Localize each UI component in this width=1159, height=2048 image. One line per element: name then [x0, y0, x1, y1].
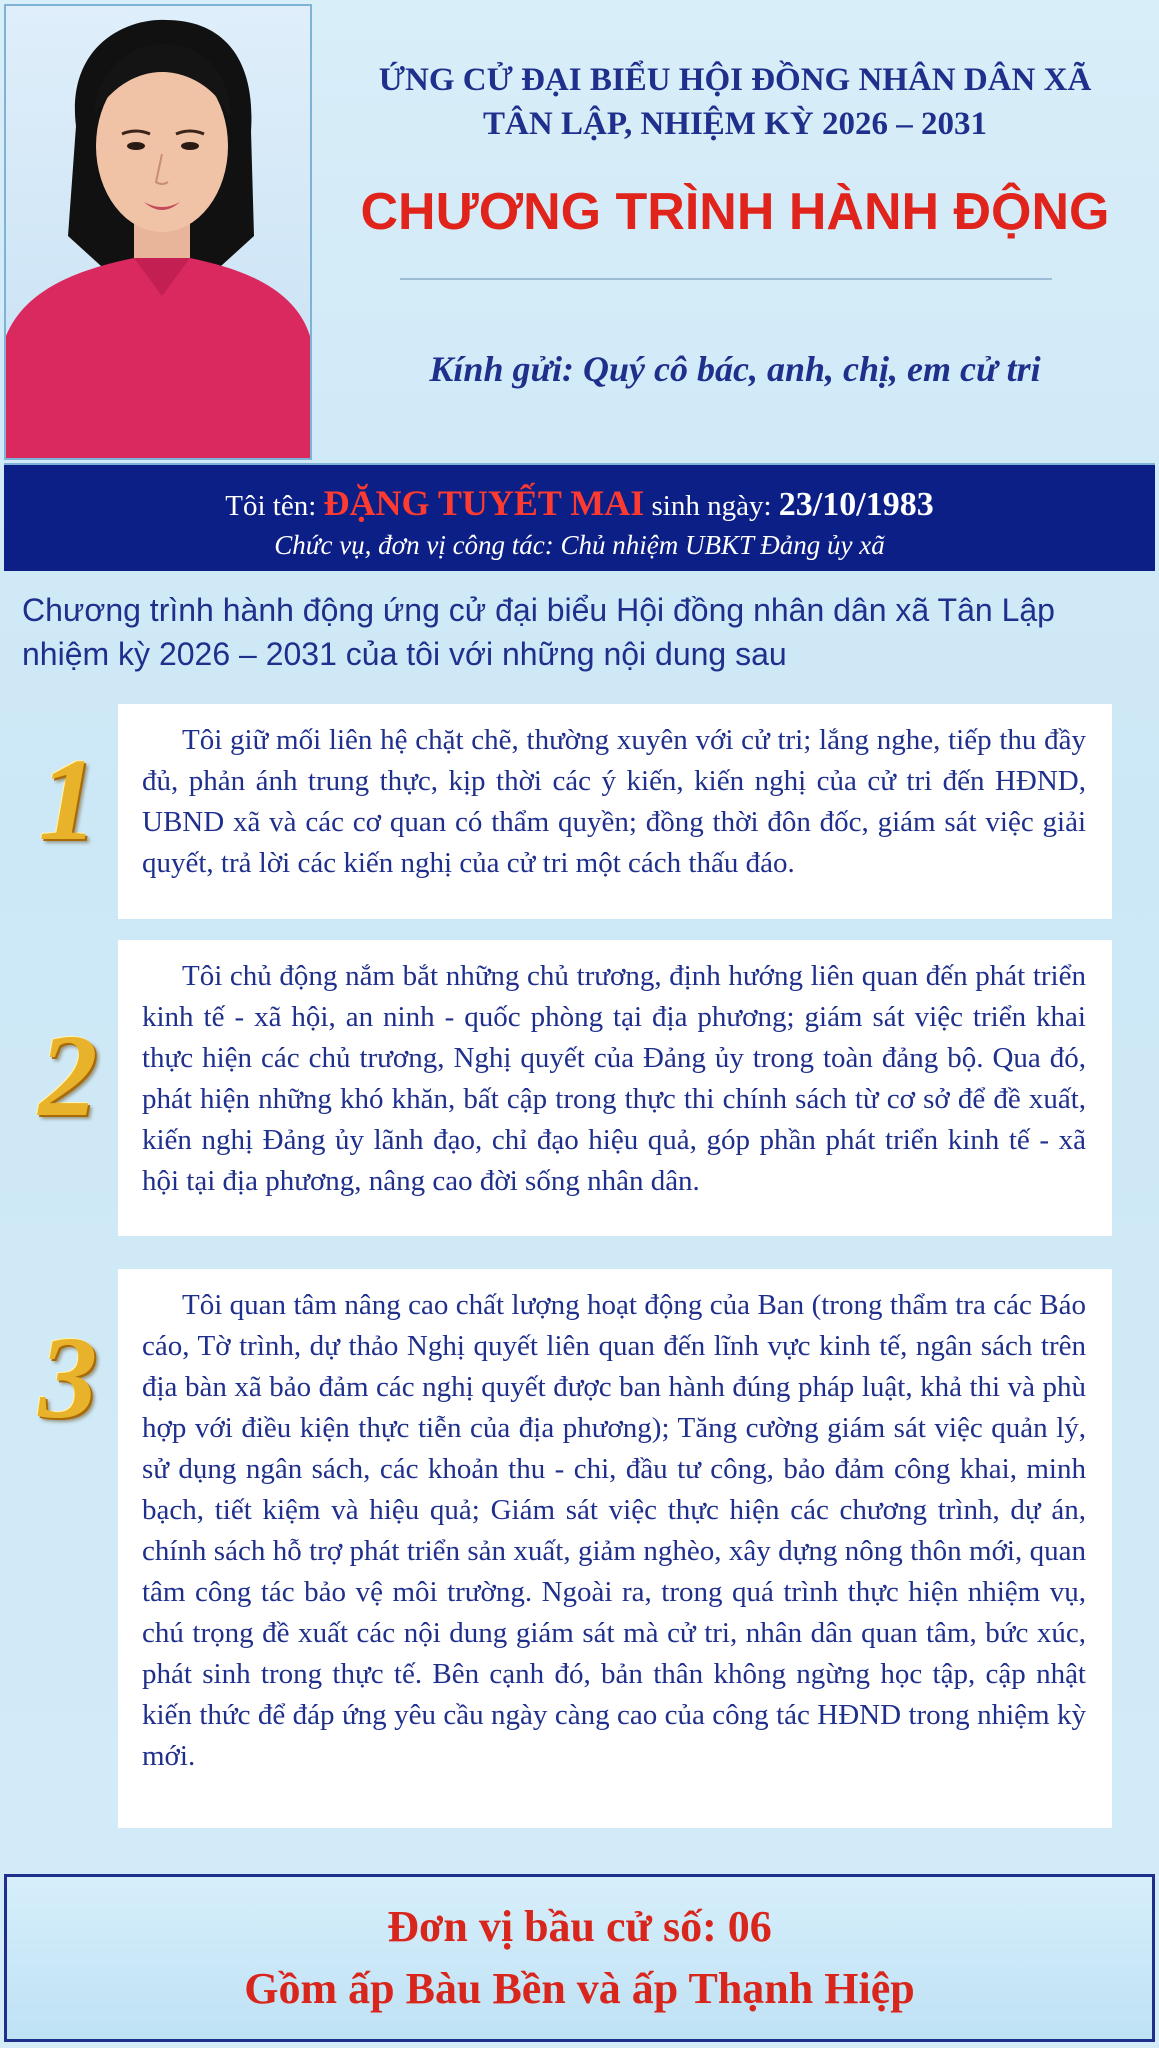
point-number-2: 2 [38, 1010, 98, 1141]
portrait-illustration [6, 6, 310, 458]
candidate-info-bar [4, 463, 1155, 571]
point-number-1: 1 [38, 734, 98, 865]
action-point-3 [118, 1269, 1112, 1828]
candidate-portrait [4, 4, 312, 460]
candidate-name: ĐẶNG TUYẾT MAI [323, 483, 645, 523]
action-point-text: Tôi chủ động nắm bắt những chủ trương, định hướng liên quan đến phát triển kinh tế - xã hội, an ninh - quốc phòng tại địa phương; giám sát việc triển khai thực hiện các chủ trương, Nghị quyết của Đảng ủy trong toàn đảng bộ. Qua đó, phát hiện những khó khăn, bất cập trong thực thi chính sách từ cơ sở để đề xuất, kiến nghị Đảng ủy lãnh đạo, chỉ đạo hiệu quả, góp phần phát triển kinh tế - xã hội tại địa phương, nâng cao đời sống nhân dân. [142, 960, 1086, 1197]
candidate-name-line [4, 483, 1155, 526]
electoral-unit-number: Đơn vị bầu cử số: 06 [387, 1902, 772, 1951]
electoral-unit-areas: Gồm ấp Bàu Bền và ấp Thạnh Hiệp [244, 1964, 915, 2013]
election-heading [320, 58, 1150, 146]
title-divider [400, 278, 1052, 280]
action-point-text: Tôi quan tâm nâng cao chất lượng hoạt động của Ban (trong thẩm tra các Báo cáo, Tờ trình, dự thảo Nghị quyết liên quan đến lĩnh vực kinh tế, ngân sách trên địa bàn xã bảo đảm các nghị quyết được ban hành đúng pháp luật, khả thi và phù hợp với điều kiện thực tiễn của địa phương); Tăng cường giám sát việc quản lý, sử dụng ngân sách, các khoản thu - chi, đầu tư công, bảo đảm công khai, minh bạch, tiết kiệm và hiệu quả; Giám sát việc thực hiện các chương trình, dự án, chính sách hỗ trợ phát triển sản xuất, giảm nghèo, xây dựng nông thôn mới, quan tâm công tác bảo vệ môi trường. Ngoài ra, trong quá trình thực hiện nhiệm vụ, chú trọng đề xuất các nội dung giám sát mà cử tri, nhân dân quan tâm, bức xúc, phát sinh trong thực tế. Bên cạnh đó, bản thân không ngừng học tập, cập nhật kiến thức để đáp ứng yêu cầu ngày càng cao của công tác HĐND trong nhiệm kỳ mới. [142, 1289, 1086, 1772]
intro-text: Chương trình hành động ứng cử đại biểu Hội đồng nhân dân xã Tân Lập nhiệm kỳ 2026 – 2031 của tôi với những nội dung sau [22, 592, 1055, 672]
point-number-3: 3 [38, 1312, 98, 1443]
election-heading-line2: TÂN LẬP, NHIỆM KỲ 2026 – 2031 [483, 106, 987, 142]
electoral-unit-footer [4, 1874, 1155, 2042]
dob-prefix: sinh ngày: [644, 490, 779, 522]
candidate-dob: 23/10/1983 [778, 486, 934, 523]
name-prefix: Tôi tên: [225, 490, 324, 522]
action-point-1 [118, 704, 1112, 919]
page-title: CHƯƠNG TRÌNH HÀNH ĐỘNG [360, 183, 1110, 241]
action-point-2 [118, 940, 1112, 1236]
action-point-text: Tôi giữ mối liên hệ chặt chẽ, thường xuyên với cử tri; lắng nghe, tiếp thu đầy đủ, phản ánh trung thực, kịp thời các ý kiến, kiến nghị của cử tri đến HĐND, UBND xã và các cơ quan có thẩm quyền; đồng thời đôn đốc, giám sát việc giải quyết, trả lời các kiến nghị của cử tri một cách thấu đáo. [142, 724, 1086, 879]
candidate-position: Chức vụ, đơn vị công tác: Chủ nhiệm UBKT Đảng ủy xã [274, 530, 885, 560]
election-heading-line1: ỨNG CỬ ĐẠI BIỂU HỘI ĐỒNG NHÂN DÂN XÃ [378, 62, 1092, 98]
greeting: Kính gửi: Quý cô bác, anh, chị, em cử tri [429, 349, 1041, 389]
